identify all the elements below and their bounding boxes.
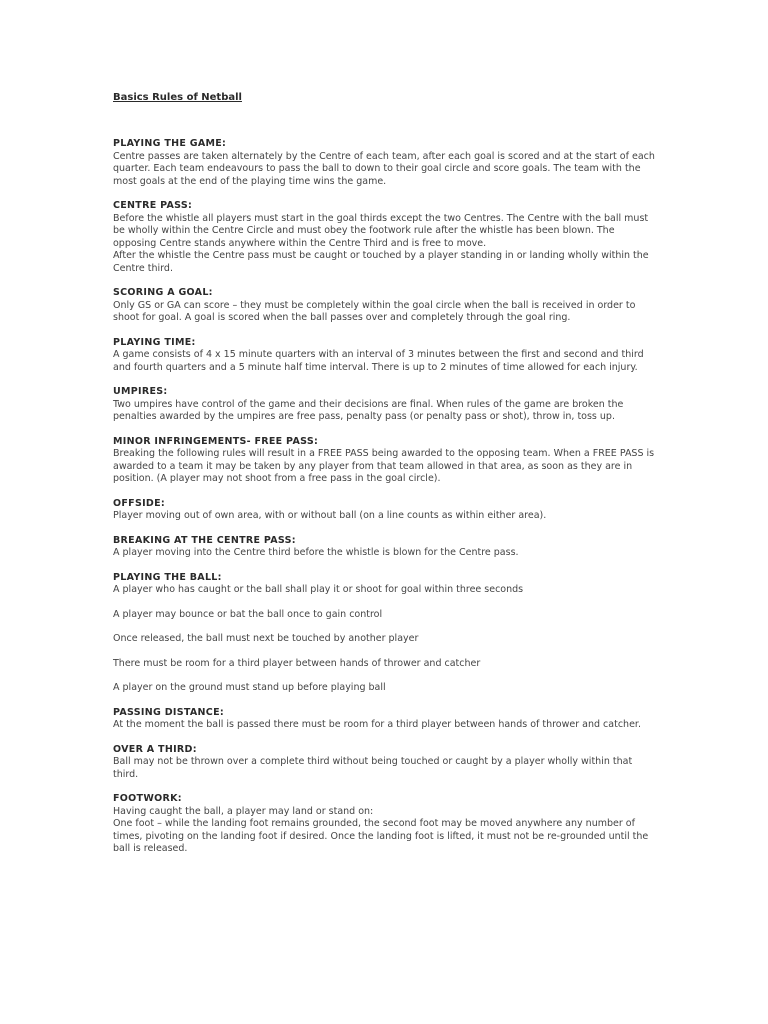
section-paragraph: At the moment the ball is passed there must be room for a third player between hands of thrower and catcher. [113,719,641,730]
rule-section [113,436,658,486]
section-heading: FOOTWORK: [113,793,182,804]
section-paragraph: One foot – while the landing foot remains grounded, the second foot may be moved anywhere any number of times, pivoting on the landing foot if desired. Once the landing foot is lifted, it must not be re-grounded until the ball is released. [113,818,649,854]
section-heading: CENTRE PASS: [113,200,193,211]
section-paragraph: A player on the ground must stand up before playing ball [113,682,386,693]
section-paragraph: Only GS or GA can score – they must be completely within the goal circle when the ball is received in order to shoot for goal. A goal is scored when the ball passes over and completely through the goal ring. [113,299,636,323]
section-paragraph: A player may bounce or bat the ball once to gain control [113,608,383,620]
section-heading: OVER A THIRD: [113,743,197,755]
document-title: Basics Rules of Netball [113,92,242,103]
rule-section [113,793,658,856]
rule-section [113,200,658,275]
rule-section [113,498,658,523]
rule-section [113,138,658,188]
section-paragraph: A game consists of 4 x 15 minute quarters with an interval of 3 minutes between the first and second and third and fourth quarters and a 5 minute half time interval. There is up to 2 minutes of time allowed for each injury. [113,349,644,373]
section-paragraph: Having caught the ball, a player may land or stand on: [113,805,374,817]
section-heading: BREAKING AT THE CENTRE PASS: [113,534,296,546]
rule-section [113,572,658,695]
section-paragraph: Ball may not be thrown over a complete third without being touched or caught by a player wholly within that third. [113,756,633,780]
rules-sections [113,138,658,856]
section-paragraph: Player moving out of own area, with or without ball (on a line counts as within either area). [113,510,547,521]
section-heading: UMPIRES: [113,386,168,397]
section-heading: SCORING A GOAL: [113,287,213,298]
rule-section [113,287,658,325]
section-heading: OFFSIDE: [113,497,166,509]
rule-section [113,386,658,424]
section-paragraph: Breaking the following rules will result in a FREE PASS being awarded to the opposing team. When a FREE PASS is awarded to a team it may be taken by any player from that team allowed in that area, as soon as they are in position. (A player may not shoot from a free pass in the goal circle). [113,448,655,484]
rule-section [113,337,658,375]
section-paragraph: A player who has caught or the ball shall play it or shoot for goal within three seconds [113,584,524,595]
section-paragraph: There must be room for a third player between hands of thrower and catcher [113,657,481,669]
rule-section [113,744,658,782]
section-heading: PASSING DISTANCE: [113,706,224,718]
rule-section [113,535,658,560]
section-paragraph: A player moving into the Centre third before the whistle is blown for the Centre pass. [113,547,519,558]
section-paragraph: Two umpires have control of the game and their decisions are final. When rules of the game are broken the penalties awarded by the umpires are free pass, penalty pass (or penalty pass or shot), throw in, toss up. [113,398,624,422]
section-paragraph: Before the whistle all players must start in the goal thirds except the two Centres. The Centre with the ball must be wholly within the Centre Circle and must obey the footwork rule after the whistle has been blown. The opposing Centre stands anywhere within the Centre Third and is free to move. [113,212,649,249]
section-paragraph: After the whistle the Centre pass must be caught or touched by a player standing in or landing wholly within the Centre third. [113,250,649,274]
document-page [113,91,658,868]
section-heading: PLAYING THE BALL: [113,571,222,583]
section-paragraph: Centre passes are taken alternately by the Centre of each team, after each goal is scored and at the start of each quarter. Each team endeavours to pass the ball to down to their goal circle and score goals. The team with the most goals at the end of the playing time wins the game. [113,150,655,187]
section-paragraph: Once released, the ball must next be touched by another player [113,633,419,644]
section-heading: PLAYING TIME: [113,336,196,348]
section-heading: MINOR INFRINGEMENTS- FREE PASS: [113,435,319,447]
section-heading: PLAYING THE GAME: [113,138,227,149]
rule-section [113,707,658,732]
